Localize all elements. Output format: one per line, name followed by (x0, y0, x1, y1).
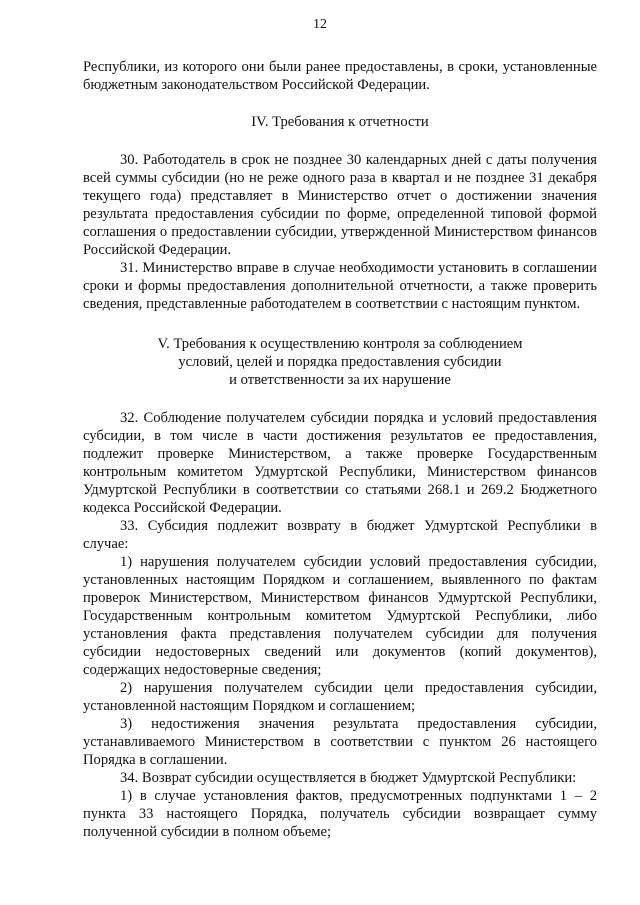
paragraph-31: 31. Министерство вправе в случае необходимости установить в соглашении сроки и формы предоставления дополнительной отчетности, а также проверить сведения, представленные работодателем в соответствии с настоящим пунктом. (83, 260, 597, 312)
paragraph-33-item-1: 1) нарушения получателем субсидии условий предоставления субсидии, установленных настоящим Порядком и соглашением, выявленного по фактам проверок Министерством, Министерством финансов Удмуртской Республики, Государственным контрольным комитетом Удмуртской Республики, либо установления факта представления получателем субсидии для получения субсидии недостоверных сведений или документов (копий документов), содержащих недостоверные сведения; (83, 554, 597, 678)
spacer (83, 131, 597, 151)
paragraph-33: 33. Субсидия подлежит возврату в бюджет Удмуртской Республики в случае: (83, 518, 597, 552)
paragraph-34: 34. Возврат субсидии осуществляется в бюджет Удмуртской Республики: (120, 770, 577, 786)
paragraph-33-item-2: 2) нарушения получателем субсидии цели предоставления субсидии, установленной настоящим Порядком и соглашением; (83, 680, 597, 714)
section-heading-v-line-3: и ответственности за их нарушение (229, 372, 451, 388)
paragraph-34-item-1: 1) в случае установления фактов, предусмотренных подпунктами 1 – 2 пункта 33 настоящего Порядка, получатель субсидии возвращает сумму полученной субсидии в полном объеме; (83, 788, 597, 840)
spacer (83, 313, 597, 335)
section-heading-v-line-1: V. Требования к осуществлению контроля за соблюдением (157, 336, 523, 352)
paragraph-intro-continuation: Республики, из которого они были ранее предоставлены, в сроки, установленные бюджетным законодательством Российской Федерации. (83, 59, 597, 93)
page-number: 12 (313, 17, 327, 32)
section-heading-v-line-2: условий, целей и порядка предоставления субсидии (178, 354, 502, 370)
paragraph-33-item-3: 3) недостижения значения результата предоставления субсидии, устанавливаемого Министерством в соответствии с пунктом 26 настоящего Порядка в соглашении. (83, 716, 597, 768)
spacer (83, 94, 597, 113)
spacer (83, 389, 597, 409)
paragraph-30: 30. Работодатель в срок не позднее 30 календарных дней с даты получения всей суммы субсидии (но не реже одного раза в квартал и не позднее 31 декабря текущего года) представляет в Министерство отчет о достижении значения результата предоставления субсидии по форме, определенной типовой формой соглашения о предоставлении субсидии, утвержденной Министерством финансов Российской Федерации. (83, 152, 597, 258)
section-heading-iv: IV. Требования к отчетности (251, 114, 429, 130)
paragraph-32: 32. Соблюдение получателем субсидии порядка и условий предоставления субсидии, в том числе в части достижения результатов ее предоставления, подлежит проверке Министерством, а также проверке Государственным контрольным комитетом Удмуртской Республики, Министерством финансов Удмуртской Республики в соответствии со статьями 268.1 и 269.2 Бюджетного кодекса Российской Федерации. (83, 410, 597, 516)
document-body (83, 58, 597, 841)
